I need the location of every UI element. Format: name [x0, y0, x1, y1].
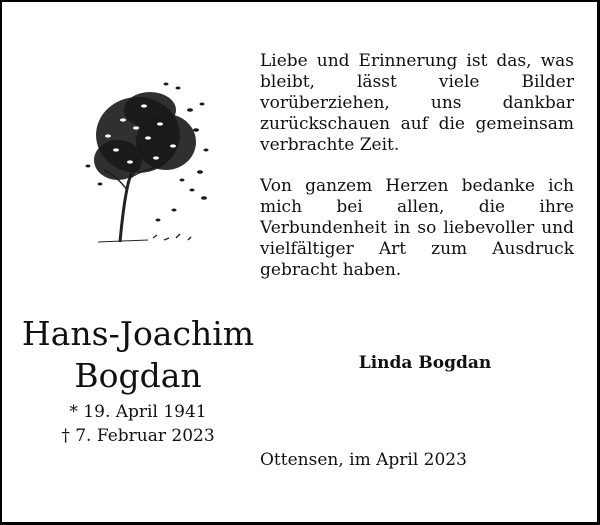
poem-paragraph-1: Liebe und Erinnerung ist das, was bleibt, lässt viele Bilder vorüberziehen, uns dankbar zurückschauen auf die gemeinsam verbrachte Zeit. [260, 51, 574, 155]
windblown-tree-icon [78, 80, 213, 250]
death-date: † 7. Februar 2023 [61, 426, 215, 446]
poem-paragraph-2: Von ganzem Herzen bedanke ich mich bei allen, die ihre Verbundenheit in so liebevoller und vielfältiger Art zum Ausdruck gebracht haben. [260, 176, 574, 280]
life-dates [18, 400, 258, 448]
signer-name: Linda Bogdan [358, 353, 492, 373]
deceased-first-name: Hans-Joachim [21, 314, 255, 353]
birth-date: * 19. April 1941 [69, 402, 207, 422]
deceased-name [18, 313, 258, 397]
place-date: Ottensen, im April 2023 [260, 450, 467, 470]
deceased-last-name: Bogdan [74, 356, 202, 395]
